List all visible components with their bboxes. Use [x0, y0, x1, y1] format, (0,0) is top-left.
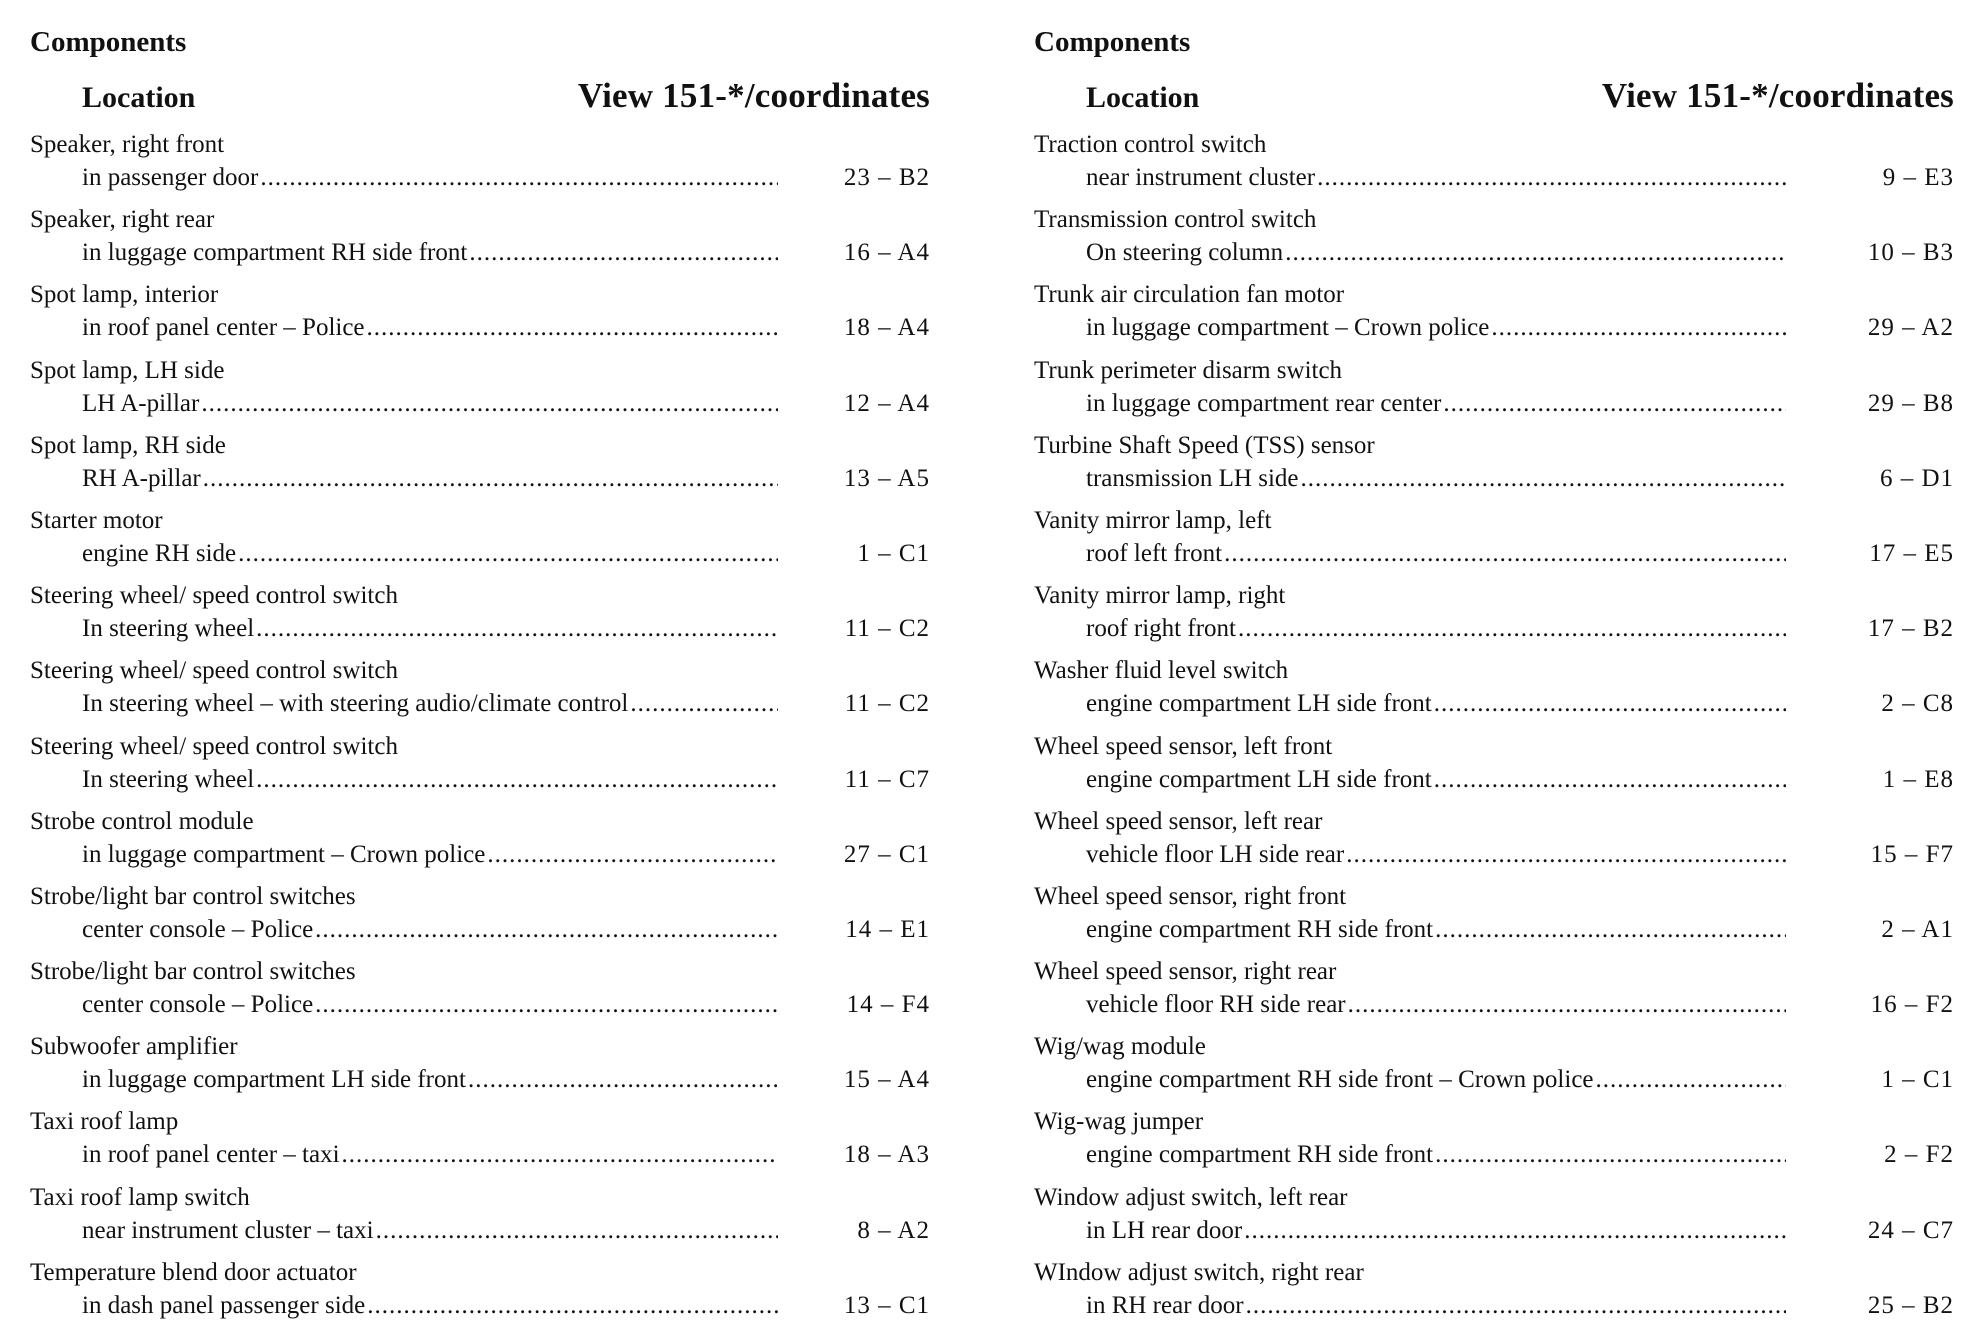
- component-location-line: [1034, 1214, 1954, 1247]
- component-entry: [1034, 1030, 1954, 1105]
- component-list: [1034, 128, 1954, 1331]
- component-location-line: [1034, 1138, 1954, 1171]
- view-coordinate: 8 – A2: [857, 1216, 930, 1244]
- component-entry: [30, 354, 930, 429]
- view-coordinate: 11 – C2: [844, 690, 930, 718]
- component-location-text: in luggage compartment – Crown police: [82, 840, 486, 868]
- component-location-text: in LH rear door: [1086, 1216, 1243, 1244]
- component-name: Turbine Shaft Speed (TSS) sensor: [1034, 431, 1375, 459]
- view-coordinate: 9 – E3: [1882, 164, 1954, 191]
- component-location-text: roof right front: [1086, 615, 1236, 643]
- component-name: Wig-wag jumper: [1034, 1108, 1204, 1136]
- dot-leader: [315, 913, 778, 946]
- component-entry: [30, 429, 930, 504]
- section-title: Components: [1034, 26, 1191, 58]
- component-name: Wheel speed sensor, left rear: [1034, 807, 1323, 835]
- component-location-line: [30, 537, 930, 570]
- component-name: Strobe/light bar control switches: [30, 958, 356, 986]
- view-coordinate: 15 – A4: [843, 1066, 930, 1094]
- component-name: Strobe control module: [30, 807, 254, 835]
- view-coordinate: 10 – B3: [1867, 239, 1954, 267]
- component-location-text: engine compartment LH side front: [1086, 765, 1432, 793]
- component-entry: [1034, 730, 1954, 805]
- component-name: Wheel speed sensor, right rear: [1034, 958, 1337, 986]
- component-location: [1034, 311, 1786, 344]
- component-location-line: [30, 1289, 930, 1322]
- component-location-line: [1034, 1063, 1954, 1096]
- view-coordinate: 24 – C7: [1867, 1216, 1954, 1244]
- component-entry: [30, 1256, 930, 1331]
- component-entry: [1034, 880, 1954, 955]
- component-location-line: [30, 462, 930, 495]
- component-entry: [1034, 579, 1954, 654]
- dot-leader: [468, 1063, 778, 1096]
- component-name: Wig/wag module: [1034, 1033, 1206, 1061]
- component-location: [1034, 1063, 1786, 1096]
- component-name: Steering wheel/ speed control switch: [30, 732, 398, 760]
- dot-leader: [260, 161, 778, 194]
- component-location: [1034, 687, 1786, 720]
- component-name: Steering wheel/ speed control switch: [30, 657, 398, 685]
- component-location-text: engine compartment RH side front: [1086, 915, 1434, 943]
- component-location-text: in RH rear door: [1086, 1291, 1244, 1319]
- component-name: Starter motor: [30, 506, 163, 534]
- view-coordinate: 25 – B2: [1867, 1291, 1954, 1319]
- location-header: Location: [1086, 81, 1200, 114]
- component-entry: [30, 1030, 930, 1105]
- dot-leader: [256, 612, 778, 645]
- view-coordinate: 2 – C8: [1881, 690, 1954, 718]
- view-coordinate: 11 – C7: [844, 765, 930, 793]
- component-location: [30, 1289, 778, 1322]
- component-name: Taxi roof lamp switch: [30, 1183, 250, 1211]
- component-entry: [30, 128, 930, 203]
- component-location-text: engine compartment RH side front: [1086, 1141, 1434, 1169]
- component-location-text: vehicle floor RH side rear: [1086, 991, 1346, 1019]
- component-name: Window adjust switch, left rear: [1034, 1183, 1348, 1211]
- view-coordinate: 13 – C1: [843, 1291, 930, 1319]
- component-location-line: [30, 988, 930, 1021]
- component-list: [30, 128, 930, 1331]
- component-location-text: RH A-pillar: [82, 464, 201, 492]
- component-name: Spot lamp, interior: [30, 281, 219, 309]
- dot-leader: [1348, 988, 1786, 1021]
- component-location: [1034, 1138, 1786, 1171]
- view-coordinate: 13 – A5: [843, 464, 930, 492]
- component-location-line: [30, 913, 930, 946]
- component-name: Subwoofer amplifier: [30, 1033, 238, 1061]
- component-entry: [30, 203, 930, 278]
- component-location-line: [1034, 462, 1954, 495]
- component-location-line: [30, 1063, 930, 1096]
- component-entry: [30, 1181, 930, 1256]
- right-column: [1034, 24, 1954, 1331]
- view-coordinate: 17 – E5: [1869, 539, 1954, 567]
- component-location-text: transmission LH side: [1086, 464, 1299, 492]
- component-location: [1034, 612, 1786, 645]
- dot-leader: [1224, 537, 1786, 570]
- view-coordinate: 14 – E1: [845, 915, 930, 943]
- component-location-line: [1034, 1289, 1954, 1322]
- component-location: [1034, 838, 1786, 871]
- component-location: [30, 1063, 778, 1096]
- view-coordinate: 6 – D1: [1879, 464, 1954, 492]
- view-coordinates-header: View 151-*/coordinates: [1601, 76, 1954, 115]
- component-location-line: [30, 687, 930, 720]
- component-entry: [1034, 278, 1954, 353]
- component-location: [30, 1138, 778, 1171]
- view-coordinate: 1 – C1: [1881, 1066, 1954, 1094]
- component-location-text: center console – Police: [82, 915, 314, 943]
- dot-leader: [1434, 687, 1786, 720]
- component-location-line: [1034, 838, 1954, 871]
- component-location: [30, 988, 778, 1021]
- component-location-text: In steering wheel – with steering audio/climate control: [82, 690, 629, 718]
- dot-leader: [1434, 763, 1786, 796]
- component-location-text: in roof panel center – taxi: [82, 1141, 340, 1169]
- dot-leader: [342, 1138, 778, 1171]
- component-entry: [1034, 805, 1954, 880]
- component-location: [30, 838, 778, 871]
- component-entry: [1034, 128, 1954, 203]
- component-name: WIndow adjust switch, right rear: [1034, 1258, 1364, 1286]
- component-location-text: engine compartment LH side front: [1086, 690, 1432, 718]
- component-location-text: center console – Police: [82, 991, 314, 1019]
- component-location-text: In steering wheel: [82, 615, 255, 643]
- dot-leader: [1285, 236, 1786, 269]
- view-coordinate: 15 – F7: [1870, 840, 1954, 868]
- component-entry: [1034, 955, 1954, 1030]
- component-location: [30, 537, 778, 570]
- component-entry: [30, 730, 930, 805]
- dot-leader: [1491, 311, 1786, 344]
- component-location-line: [30, 311, 930, 344]
- component-name: Vanity mirror lamp, right: [1034, 582, 1286, 610]
- dot-leader: [1246, 1289, 1786, 1322]
- dot-leader: [201, 387, 778, 420]
- dot-leader: [1435, 1138, 1786, 1171]
- column-header-row: [1034, 76, 1954, 120]
- component-location: [1034, 1289, 1786, 1322]
- component-location: [1034, 913, 1786, 946]
- component-name: Speaker, right front: [30, 131, 225, 158]
- view-coordinate: 16 – A4: [843, 239, 930, 267]
- component-name: Taxi roof lamp: [30, 1108, 179, 1136]
- view-coordinate: 16 – F2: [1870, 991, 1954, 1019]
- dot-leader: [1435, 913, 1786, 946]
- dot-leader: [315, 988, 778, 1021]
- component-location-line: [1034, 161, 1954, 194]
- component-entry: [1034, 203, 1954, 278]
- component-entry: [1034, 354, 1954, 429]
- component-name: Traction control switch: [1034, 131, 1267, 158]
- dot-leader: [203, 462, 778, 495]
- component-location-line: [1034, 763, 1954, 796]
- component-location-text: in roof panel center – Police: [82, 314, 365, 342]
- view-coordinate: 12 – A4: [843, 389, 930, 417]
- component-location-text: in passenger door: [82, 164, 259, 191]
- dot-leader: [630, 687, 778, 720]
- component-location-text: vehicle floor LH side rear: [1086, 840, 1345, 868]
- dot-leader: [1443, 387, 1786, 420]
- component-name: Strobe/light bar control switches: [30, 882, 356, 910]
- component-location-text: in luggage compartment rear center: [1086, 389, 1442, 417]
- component-entry: [1034, 654, 1954, 729]
- component-location-text: in luggage compartment – Crown police: [1086, 314, 1490, 342]
- component-entry: [1034, 504, 1954, 579]
- component-entry: [30, 278, 930, 353]
- component-location-line: [30, 161, 930, 194]
- component-location-text: On steering column: [1086, 239, 1284, 267]
- component-location-line: [30, 612, 930, 645]
- view-coordinate: 1 – C1: [857, 539, 930, 567]
- component-location: [30, 612, 778, 645]
- component-location: [30, 913, 778, 946]
- component-name: Transmission control switch: [1034, 206, 1317, 234]
- component-entry: [1034, 1256, 1954, 1331]
- component-location: [30, 387, 778, 420]
- component-location: [1034, 462, 1786, 495]
- component-location-text: in luggage compartment LH side front: [82, 1066, 466, 1094]
- component-location: [30, 1214, 778, 1247]
- dot-leader: [1244, 1214, 1786, 1247]
- component-location: [1034, 161, 1786, 194]
- view-coordinate: 29 – B8: [1867, 389, 1954, 417]
- component-location-text: in luggage compartment RH side front: [82, 239, 468, 267]
- section-title: Components: [30, 26, 187, 58]
- component-name: Trunk perimeter disarm switch: [1034, 356, 1343, 384]
- component-location-text: LH A-pillar: [82, 389, 200, 417]
- dot-leader: [367, 1289, 778, 1322]
- dot-leader: [1317, 161, 1786, 194]
- left-column: [30, 24, 930, 1331]
- dot-leader: [469, 236, 778, 269]
- component-location: [30, 311, 778, 344]
- component-name: Steering wheel/ speed control switch: [30, 582, 398, 610]
- component-location-line: [30, 838, 930, 871]
- component-location: [30, 236, 778, 269]
- component-location: [1034, 988, 1786, 1021]
- view-coordinate: 2 – F2: [1884, 1141, 1954, 1169]
- component-location-line: [30, 763, 930, 796]
- component-location-line: [1034, 913, 1954, 946]
- component-entry: [30, 880, 930, 955]
- component-entry: [30, 504, 930, 579]
- component-location-line: [1034, 387, 1954, 420]
- component-entry: [1034, 429, 1954, 504]
- view-coordinate: 23 – B2: [843, 164, 930, 191]
- component-name: Spot lamp, LH side: [30, 356, 225, 384]
- component-location: [1034, 387, 1786, 420]
- component-location-line: [1034, 687, 1954, 720]
- dot-leader: [1596, 1063, 1786, 1096]
- component-name: Vanity mirror lamp, left: [1034, 506, 1272, 534]
- component-location-line: [30, 387, 930, 420]
- component-entry: [30, 805, 930, 880]
- dot-leader: [256, 763, 778, 796]
- component-location: [30, 462, 778, 495]
- component-location: [30, 687, 778, 720]
- dot-leader: [238, 537, 778, 570]
- view-coordinates-header: View 151-*/coordinates: [577, 76, 930, 115]
- component-name: Trunk air circulation fan motor: [1034, 281, 1345, 309]
- component-location: [30, 161, 778, 194]
- component-location: [1034, 537, 1786, 570]
- view-coordinate: 18 – A3: [843, 1141, 930, 1169]
- component-location: [1034, 236, 1786, 269]
- component-location-line: [1034, 236, 1954, 269]
- dot-leader: [1238, 612, 1786, 645]
- component-location-line: [1034, 612, 1954, 645]
- component-location-text: near instrument cluster – taxi: [82, 1216, 374, 1244]
- component-location: [1034, 763, 1786, 796]
- component-name: Temperature blend door actuator: [30, 1258, 357, 1286]
- component-location-text: engine RH side: [82, 539, 237, 567]
- component-location-line: [30, 1138, 930, 1171]
- dot-leader: [487, 838, 778, 871]
- component-location-text: in dash panel passenger side: [82, 1291, 366, 1319]
- column-header-row: [30, 76, 930, 120]
- component-location-line: [30, 1214, 930, 1247]
- dot-leader: [367, 311, 778, 344]
- view-coordinate: 27 – C1: [843, 840, 930, 868]
- component-entry: [1034, 1105, 1954, 1180]
- component-entry: [30, 654, 930, 729]
- component-location-line: [30, 236, 930, 269]
- location-header: Location: [82, 81, 196, 114]
- component-location-text: near instrument cluster: [1086, 164, 1316, 191]
- view-coordinate: 1 – E8: [1882, 765, 1954, 793]
- view-coordinate: 18 – A4: [843, 314, 930, 342]
- component-name: Spot lamp, RH side: [30, 431, 226, 459]
- component-location-line: [1034, 537, 1954, 570]
- component-location-line: [1034, 988, 1954, 1021]
- component-name: Wheel speed sensor, right front: [1034, 882, 1347, 910]
- view-coordinate: 17 – B2: [1867, 615, 1954, 643]
- component-name: Speaker, right rear: [30, 206, 215, 234]
- component-entry: [30, 579, 930, 654]
- dot-leader: [376, 1214, 778, 1247]
- component-location: [1034, 1214, 1786, 1247]
- view-coordinate: 29 – A2: [1867, 314, 1954, 342]
- component-name: Washer fluid level switch: [1034, 657, 1289, 685]
- component-entry: [30, 1105, 930, 1180]
- component-location-line: [1034, 311, 1954, 344]
- component-location-text: engine compartment RH side front – Crown police: [1086, 1066, 1594, 1094]
- view-coordinate: 11 – C2: [844, 615, 930, 643]
- component-entry: [1034, 1181, 1954, 1256]
- component-name: Wheel speed sensor, left front: [1034, 732, 1333, 760]
- dot-leader: [1346, 838, 1786, 871]
- view-coordinate: 2 – A1: [1881, 915, 1954, 943]
- dot-leader: [1301, 462, 1787, 495]
- view-coordinate: 14 – F4: [846, 991, 930, 1019]
- component-entry: [30, 955, 930, 1030]
- component-location-text: In steering wheel: [82, 765, 255, 793]
- component-location-text: roof left front: [1086, 539, 1223, 567]
- component-location: [30, 763, 778, 796]
